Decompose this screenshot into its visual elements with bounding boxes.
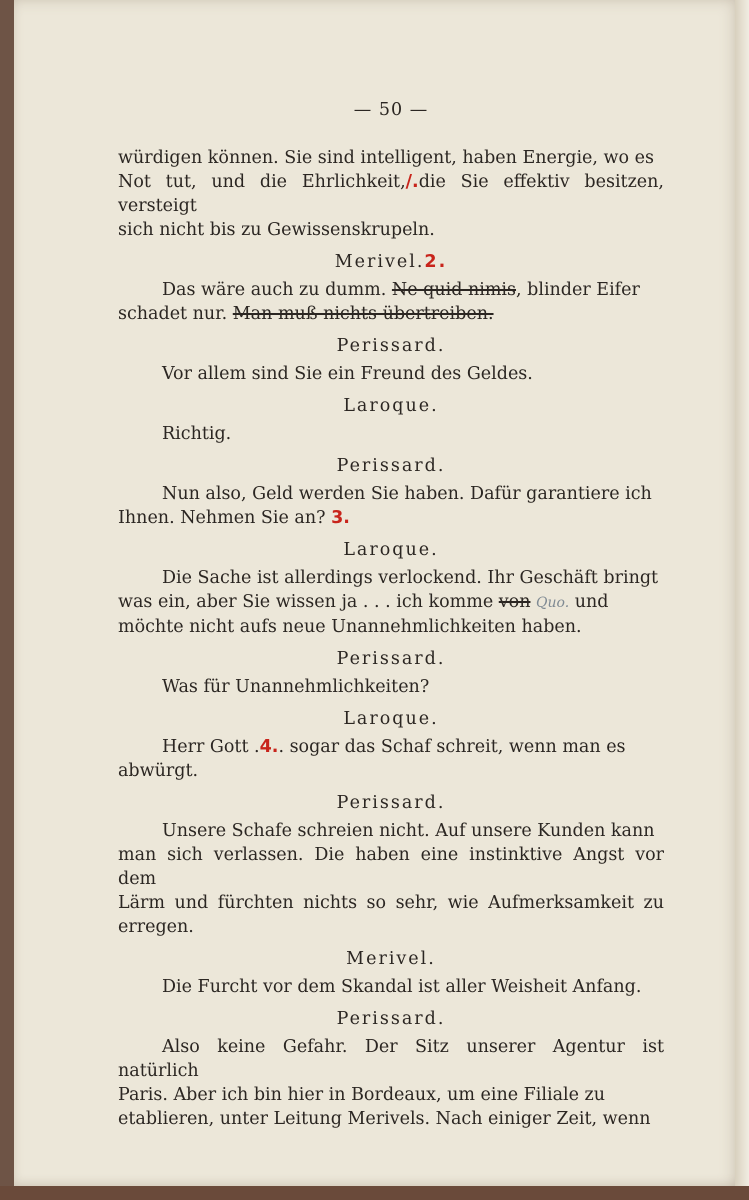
- speech: Herr Gott .4.. sogar das Schaf schreit, wenn man es abwürgt.: [118, 735, 664, 783]
- page-number: — 50 —: [353, 100, 429, 120]
- text-line: möchte nicht aufs neue Unannehmlichkeiten haben.: [118, 617, 582, 637]
- speech: Richtig.: [162, 424, 232, 444]
- speaker-name: Perissard.: [336, 649, 446, 669]
- struck-text: von: [498, 592, 531, 612]
- bottom-edge: [0, 1186, 749, 1200]
- text-line: Lärm und fürchten nichts so sehr, wie Aufmerksamkeit zu erregen.: [118, 893, 664, 937]
- pencil-note: Quo.: [536, 595, 570, 611]
- correction-mark: 4.: [259, 737, 279, 757]
- paragraph: [118, 146, 664, 242]
- correction-mark: 3.: [331, 508, 350, 528]
- text-line: abwürgt.: [118, 761, 199, 781]
- text-line: sich nicht bis zu Gewissenskrupeln.: [118, 220, 435, 240]
- text-line: Not tut, und die Ehrlichkeit,/.die Sie effektiv besitzen, versteigt: [118, 172, 664, 216]
- speaker-name: Perissard.: [336, 456, 446, 476]
- text-line: etablieren, unter Leitung Merivels. Nach einiger Zeit, wenn: [118, 1109, 651, 1129]
- speaker-name: Merivel.: [346, 949, 436, 969]
- speaker-name: Perissard.: [336, 336, 446, 356]
- speech: Was für Unannehmlichkeiten?: [162, 677, 430, 697]
- text-line: Paris. Aber ich bin hier in Bordeaux, um eine Filiale zu: [118, 1085, 606, 1105]
- speaker-name: Merivel.2.: [334, 252, 448, 272]
- struck-text: Ne quid nimis: [391, 280, 517, 300]
- speaker-name: Laroque.: [343, 540, 439, 560]
- text-line: Ihnen. Nehmen Sie an? 3.: [118, 508, 350, 528]
- text-line: man sich verlassen. Die haben eine instinktive Angst vor dem: [118, 845, 664, 889]
- text-line: schadet nur. Man muß nichts übertreiben.: [118, 304, 494, 324]
- text-line: würdigen können. Sie sind intelligent, haben Energie, wo es: [118, 148, 654, 168]
- speech: Die Sache ist allerdings verlockend. Ihr Geschäft bringt was ein, aber Sie wissen ja . . . ich komme von Quo. und möchte nicht aufs neue Unannehmlichkeiten haben.: [118, 566, 664, 639]
- speech: Vor allem sind Sie ein Freund des Geldes.: [162, 364, 533, 384]
- speech: Nun also, Geld werden Sie haben. Dafür garantiere ich Ihnen. Nehmen Sie an? 3.: [118, 482, 664, 530]
- struck-text: Man muß nichts übertreiben.: [232, 304, 494, 324]
- text-line: was ein, aber Sie wissen ja . . . ich komme von Quo. und: [118, 592, 609, 612]
- page-text: [118, 100, 664, 1131]
- speech: Die Furcht vor dem Skandal ist aller Weisheit Anfang.: [162, 977, 642, 997]
- speaker-name: Laroque.: [343, 709, 439, 729]
- page-edge: [735, 0, 749, 1200]
- speech: Unsere Schafe schreien nicht. Auf unsere Kunden kann man sich verlassen. Die haben eine instinktive Angst vor dem Lärm und fürchten nichts so sehr, wie Aufmerksamkeit zu erregen.: [118, 821, 664, 937]
- speaker-name: Laroque.: [343, 396, 439, 416]
- speech: Das wäre auch zu dumm. Ne quid nimis, blinder Eifer schadet nur. Man muß nichts übertreiben.: [118, 278, 664, 326]
- speaker-name: Perissard.: [336, 793, 446, 813]
- speech: Also keine Gefahr. Der Sitz unserer Agentur ist natürlich Paris. Aber ich bin hier in Bordeaux, um eine Filiale zu etablieren, unter Leitung Merivels. Nach einiger Zeit, wenn: [118, 1037, 664, 1129]
- correction-mark: /.: [405, 172, 419, 192]
- correction-mark: 2.: [424, 252, 448, 272]
- speaker-name: Perissard.: [336, 1009, 446, 1029]
